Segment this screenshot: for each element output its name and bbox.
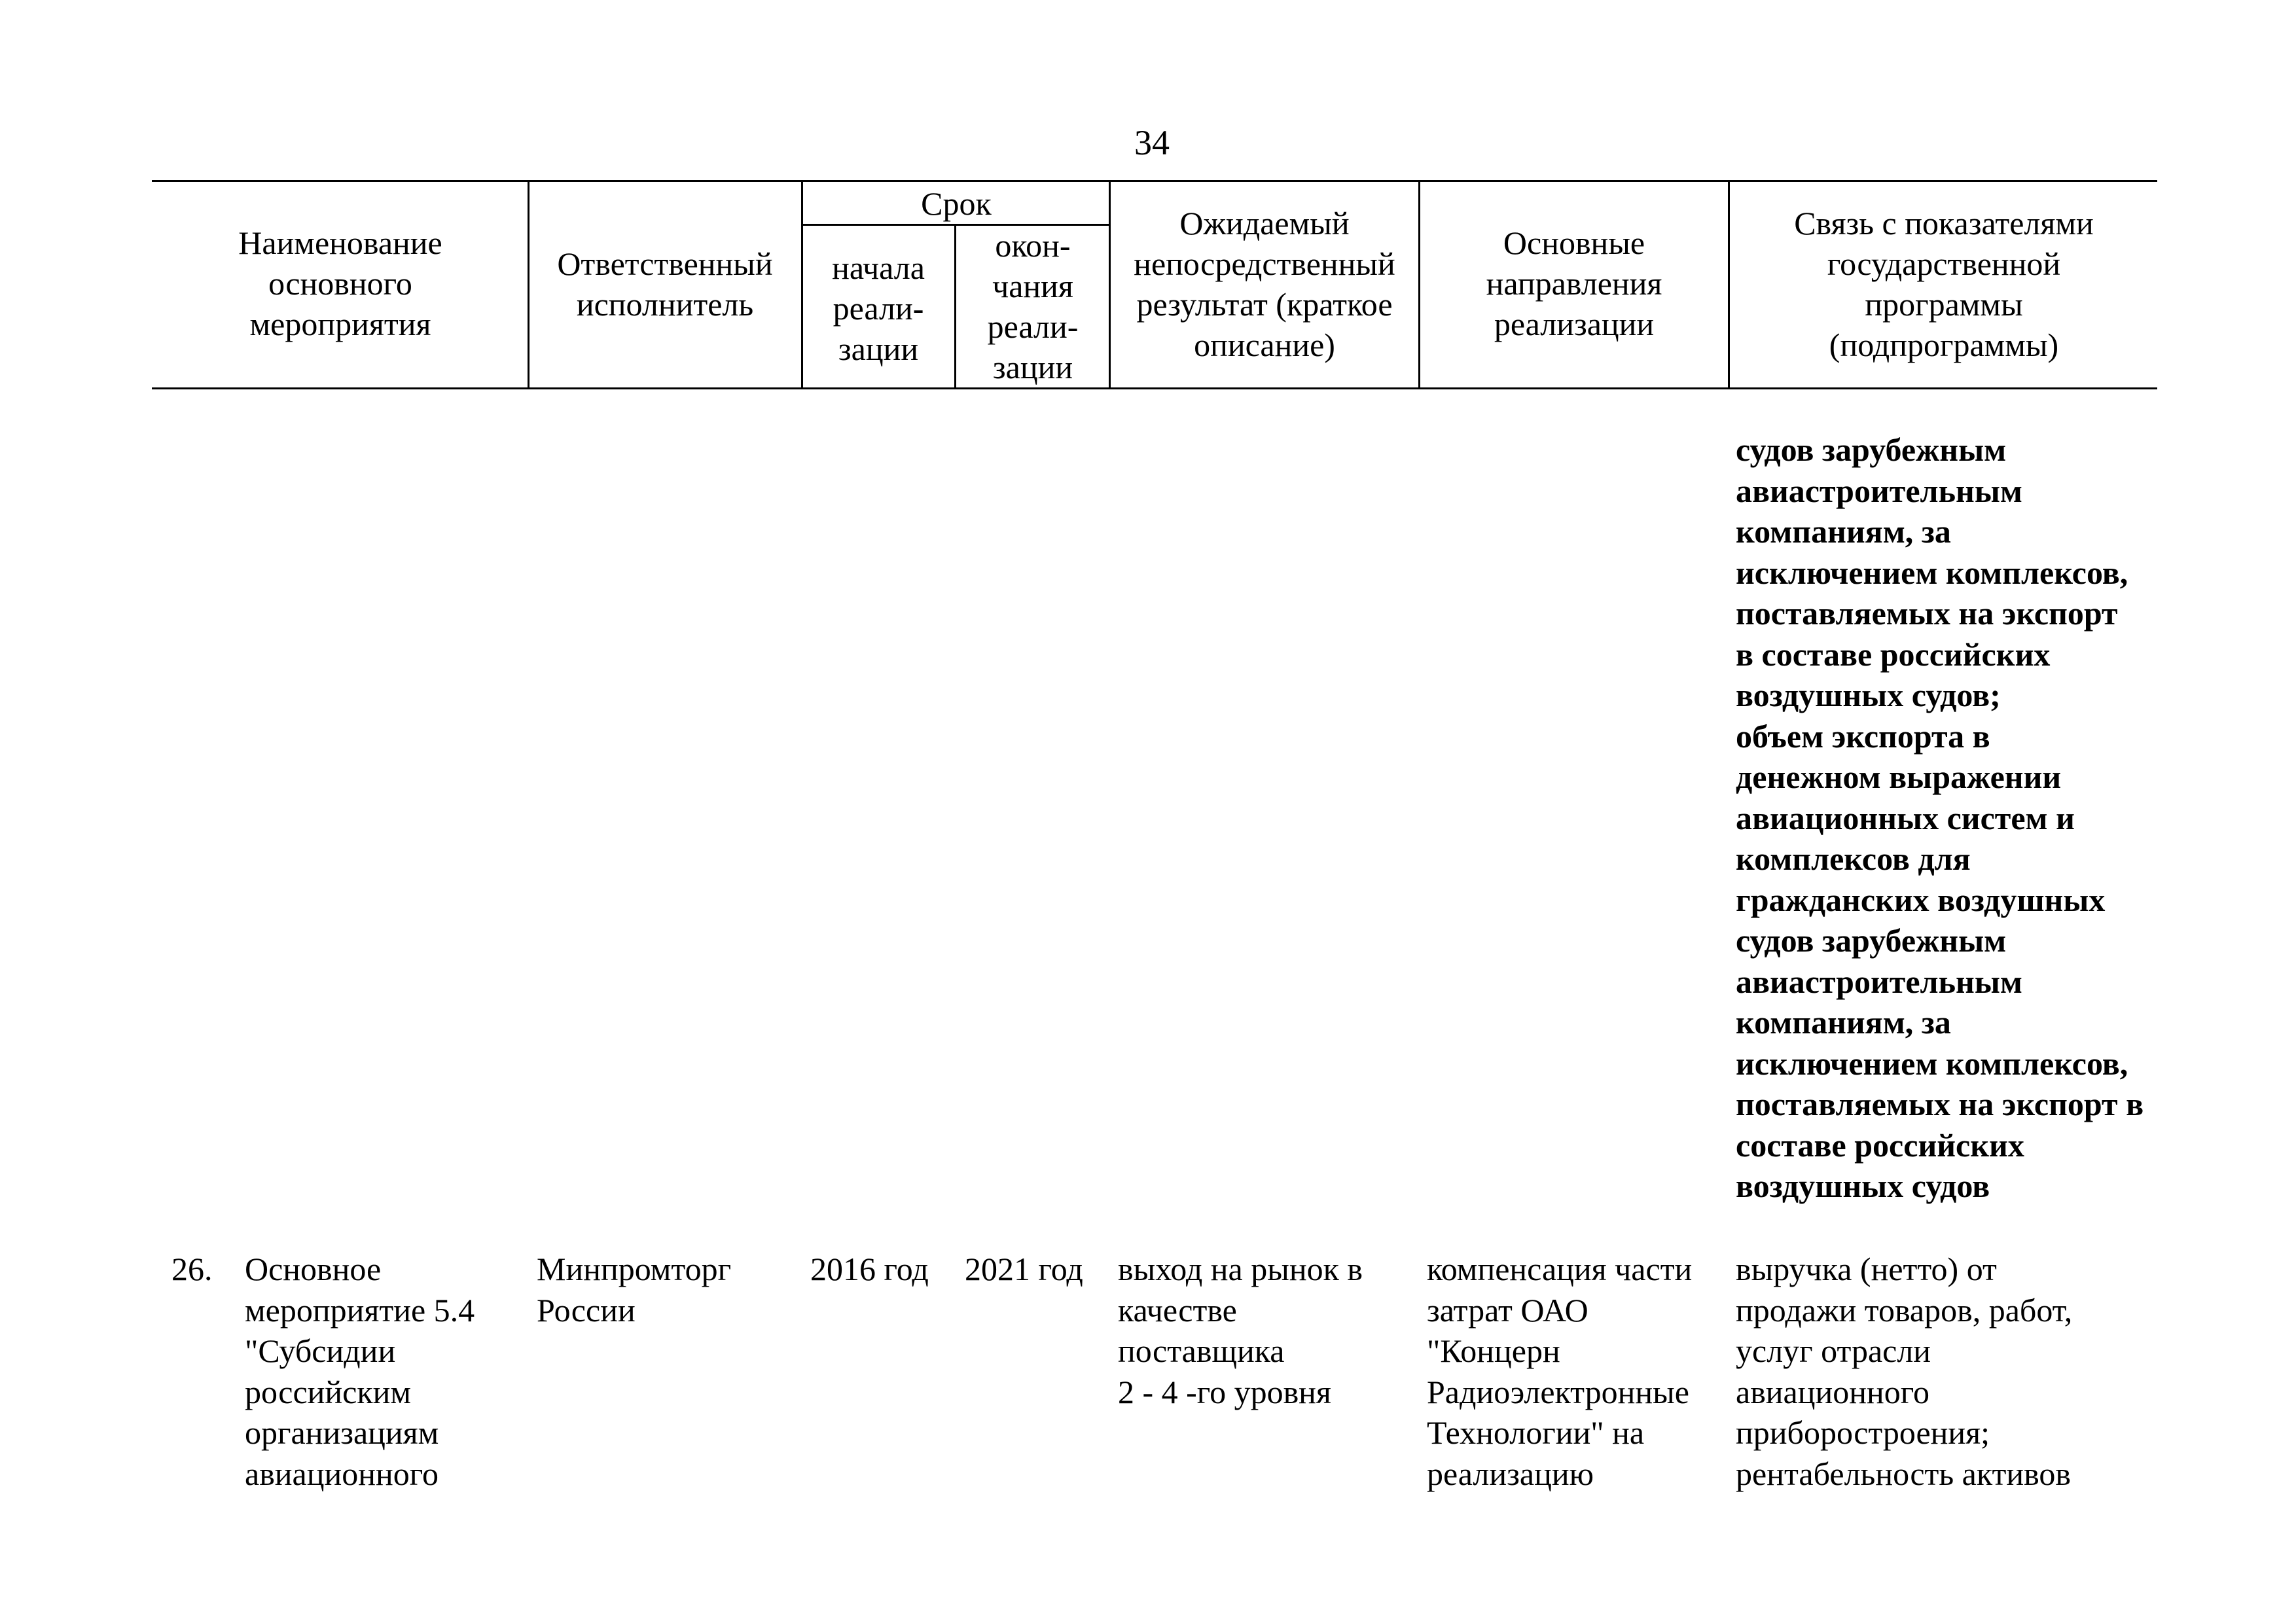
header-name: Наименование основного мероприятия xyxy=(238,224,442,342)
table-row-start: 2016 год xyxy=(810,1251,929,1287)
column-divider-4 xyxy=(1109,180,1111,389)
header-term-start: начала реали- зации xyxy=(832,249,925,367)
header-term: Срок xyxy=(921,185,992,222)
column-divider-2 xyxy=(801,180,803,389)
page-number: 34 xyxy=(1134,123,1170,162)
table-header-bottom-rule xyxy=(152,387,2157,389)
table-row-directions: компенсация части затрат ОАО "Концерн Радиоэлектронные Технологии" на реализацию xyxy=(1427,1251,1693,1492)
table-row-name: Основное мероприятие 5.4 "Субсидии российским организациям авиационного xyxy=(245,1251,475,1492)
header-executor: Ответственный исполнитель xyxy=(557,245,773,323)
table-top-rule xyxy=(152,180,2157,182)
header-indicators: Связь с показателями государственной программы (подпрограммы) xyxy=(1794,205,2094,363)
column-divider-5 xyxy=(1418,180,1420,389)
header-term-end: окон- чания реали- зации xyxy=(987,227,1079,385)
table-row-result: выход на рынок в качестве поставщика 2 - 4 -го уровня xyxy=(1118,1251,1363,1410)
table-row-indicators: выручка (нетто) от продажи товаров, работ, услуг отрасли авиационного приборостроения; рентабельность активов xyxy=(1736,1251,2073,1492)
header-result: Ожидаемый непосредственный результат (краткое описание) xyxy=(1134,205,1395,363)
column-divider-6 xyxy=(1728,180,1730,389)
header-directions: Основные направления реализации xyxy=(1486,224,1662,342)
table-row-end: 2021 год xyxy=(965,1251,1083,1287)
column-divider-3 xyxy=(954,224,956,389)
table-row-executor: Минпромторг России xyxy=(537,1251,732,1329)
column-divider-1 xyxy=(528,180,529,389)
table-row-number: 26. xyxy=(171,1251,213,1287)
indicators-continuation: судов зарубежным авиастроительным компаниям, за исключением комплексов, поставляемых на экспорт в составе российских воздушных судов; объем экспорта в денежном выражении авиационных систем и комплексов для гражданских воздушных судов зарубежным авиастроительным компаниям, за исключением комплексов, поставляемых на экспорт в составе российских воздушных судов xyxy=(1736,431,2144,1204)
